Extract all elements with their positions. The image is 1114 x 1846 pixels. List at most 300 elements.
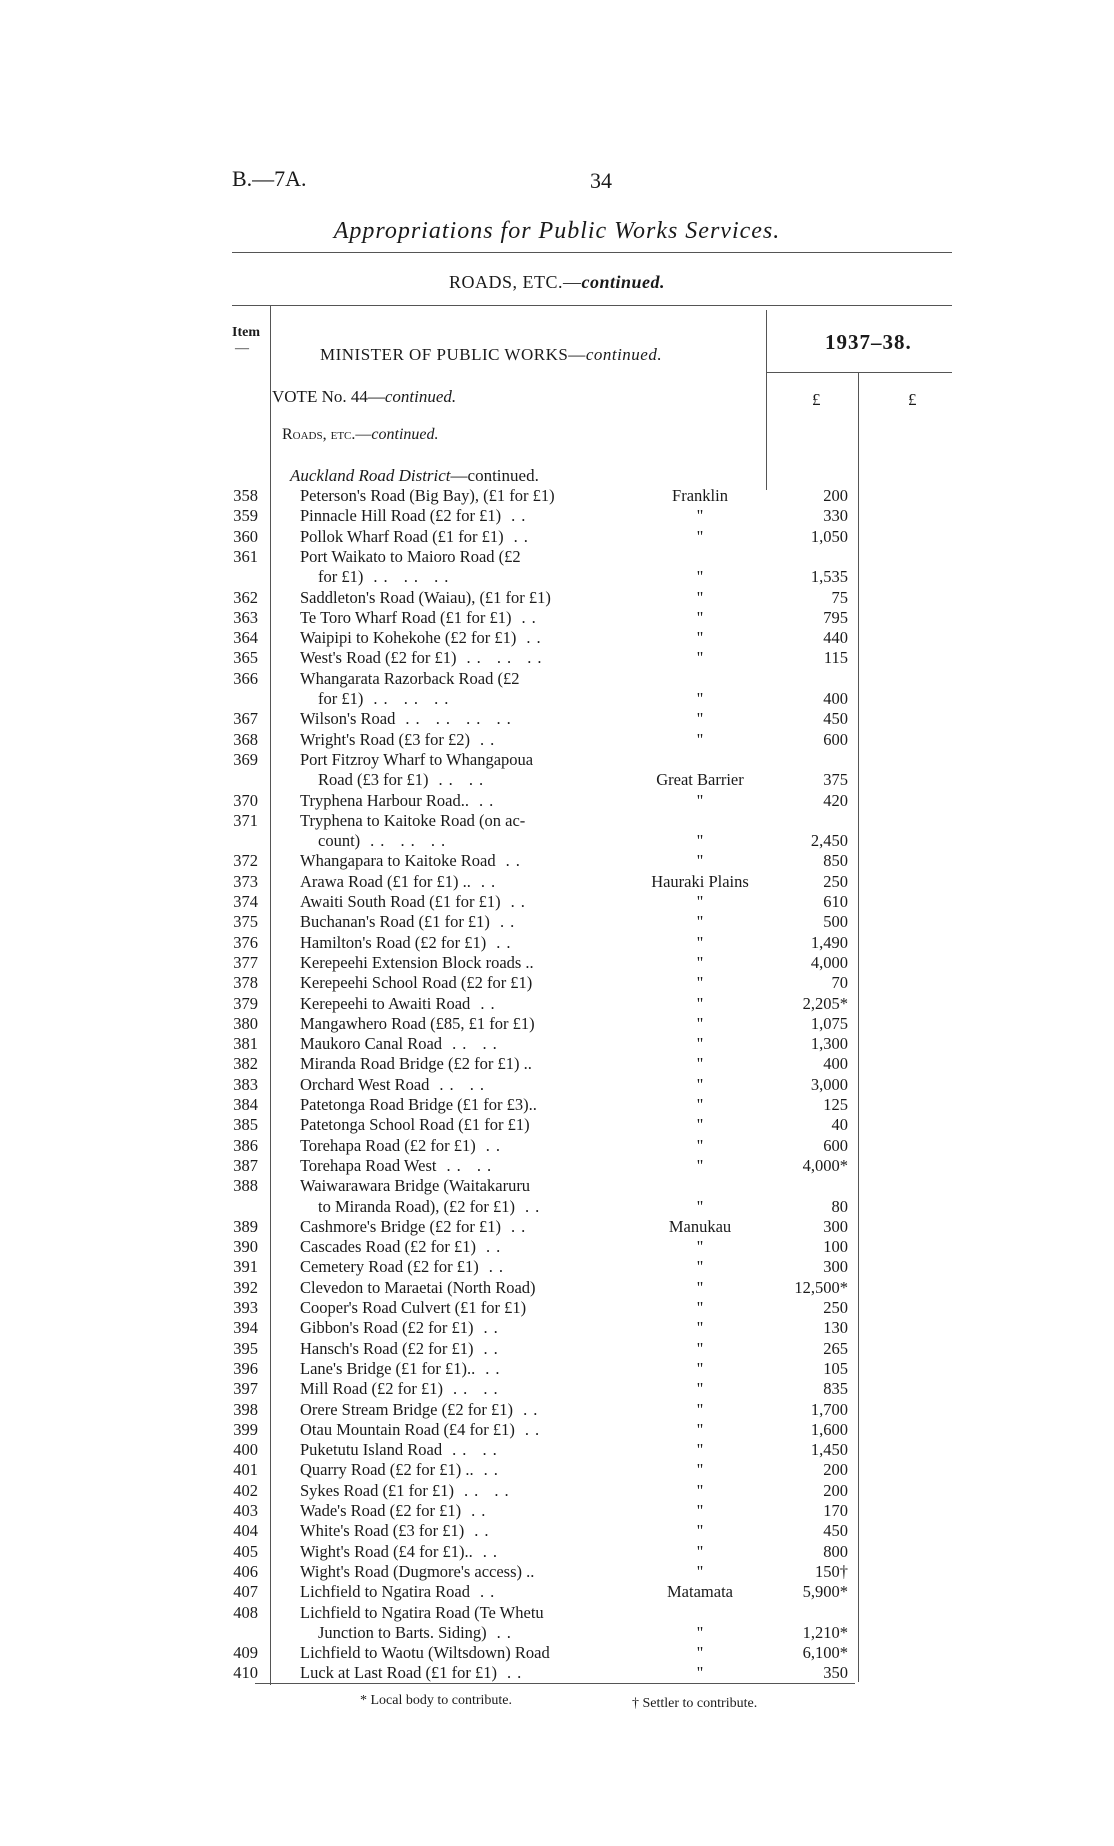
item-location: "	[696, 1135, 704, 1155]
item-amount: 5,900*	[802, 1582, 848, 1602]
table-row	[0, 1603, 1114, 1623]
item-description	[318, 1197, 545, 1217]
item-number: 382	[233, 1054, 258, 1074]
item-description	[300, 1339, 504, 1359]
item-description-text: Tryphena Harbour Road..	[300, 790, 469, 810]
item-description	[318, 831, 451, 851]
vote-heading	[272, 387, 456, 407]
table-row	[0, 1562, 1114, 1582]
item-location: "	[696, 952, 704, 972]
item-description	[300, 608, 542, 628]
item-description	[318, 770, 489, 790]
item-description	[300, 730, 500, 750]
table-bottom-rule	[255, 1683, 855, 1684]
item-location: "	[696, 851, 704, 871]
item-number: 388	[233, 1176, 258, 1196]
item-description-text: Maukoro Canal Road	[300, 1034, 443, 1054]
item-number: 363	[233, 607, 258, 627]
table-row	[0, 770, 1114, 790]
leader-dots: ..	[480, 871, 502, 891]
table-row	[0, 1501, 1114, 1521]
item-description-text: Torehapa Road (£2 for £1)	[300, 1135, 476, 1155]
item-description	[300, 628, 547, 648]
item-amount: 70	[831, 973, 848, 993]
district-heading	[290, 466, 539, 486]
section-title	[0, 272, 1114, 293]
item-description-text: Otau Mountain Road (£4 for £1)	[300, 1419, 515, 1439]
item-description-text: Torehapa Road West	[300, 1155, 437, 1175]
leader-dots: .. .. .. ..	[405, 709, 517, 729]
item-amount: 125	[823, 1095, 848, 1114]
item-number: 378	[233, 973, 258, 993]
item-location: "	[696, 628, 704, 648]
item-amount: 600	[823, 729, 848, 749]
vote-heading-text: VOTE No. 44—	[272, 387, 385, 406]
leader-dots: .. ..	[438, 770, 490, 790]
item-description	[300, 1257, 509, 1277]
item-location: "	[696, 831, 704, 851]
item-amount: 1,490	[810, 932, 848, 952]
leader-dots: ..	[526, 628, 547, 648]
subsection-heading	[282, 426, 439, 444]
item-amount: 420	[823, 790, 848, 810]
item-number: 401	[233, 1460, 258, 1480]
item-amount: 1,600	[810, 1419, 848, 1439]
item-amount: 2,205*	[802, 993, 848, 1013]
table-row	[0, 973, 1114, 993]
item-number: 391	[233, 1257, 258, 1277]
item-number: 390	[233, 1237, 258, 1257]
table-row	[0, 831, 1114, 851]
item-description-text: to Miranda Road), (£2 for £1)	[318, 1196, 516, 1216]
item-amount: 375	[823, 770, 848, 790]
title-rule	[232, 252, 952, 253]
item-description	[300, 1521, 495, 1541]
table-row	[0, 1197, 1114, 1217]
table-row	[0, 1034, 1114, 1054]
leader-dots: ..	[496, 932, 517, 952]
table-row	[0, 1400, 1114, 1420]
item-description-text: Hamilton's Road (£2 for £1)	[300, 932, 487, 952]
item-amount: 1,535	[810, 567, 848, 587]
item-number: 384	[233, 1095, 258, 1114]
item-amount: 170	[823, 1501, 848, 1520]
item-amount: 440	[823, 628, 848, 648]
leader-dots: ..	[485, 1135, 506, 1155]
item-amount: 1,075	[810, 1013, 848, 1033]
leader-dots: ..	[496, 1622, 517, 1642]
table-row	[0, 1257, 1114, 1277]
item-number: 369	[233, 749, 258, 769]
item-location: "	[696, 1399, 704, 1419]
item-description	[300, 588, 561, 608]
item-description-text: Whangarata Razorback Road (£2	[300, 668, 520, 688]
table-row	[0, 851, 1114, 871]
item-location: "	[696, 587, 704, 607]
item-description	[300, 953, 544, 973]
table-row	[0, 1095, 1114, 1115]
item-description-text: Miranda Road Bridge (£2 for £1) ..	[300, 1054, 532, 1074]
item-location: "	[696, 1115, 704, 1135]
item-description-text: Puketutu Island Road	[300, 1440, 443, 1460]
leader-dots: ..	[480, 993, 501, 1013]
item-location: "	[696, 729, 704, 749]
item-description-text: count)	[318, 831, 361, 851]
item-amount: 610	[823, 892, 848, 911]
table-row	[0, 1054, 1114, 1074]
table-row	[0, 1217, 1114, 1237]
leader-dots: ..	[478, 790, 500, 810]
item-description	[300, 1075, 490, 1095]
item-description	[300, 1095, 547, 1115]
item-location: "	[696, 567, 704, 587]
item-description-text: Cooper's Road Culvert (£1 for £1)	[300, 1298, 527, 1317]
item-location: "	[696, 1561, 704, 1581]
item-location: "	[696, 526, 704, 546]
item-amount: 800	[823, 1541, 848, 1561]
item-description-text: Kerepeehi School Road (£2 for £1)	[300, 973, 533, 993]
item-number: 367	[233, 709, 258, 729]
item-description	[300, 1115, 540, 1135]
item-number: 374	[233, 892, 258, 911]
item-description-text: Tryphena to Kaitoke Road (on ac-	[300, 810, 526, 830]
item-description	[300, 1298, 536, 1318]
item-number: 392	[233, 1277, 258, 1297]
item-location: "	[696, 912, 704, 932]
item-amount: 250	[823, 1298, 848, 1317]
leader-dots: ..	[483, 1338, 504, 1358]
item-description	[300, 648, 548, 668]
item-number: 394	[233, 1318, 258, 1338]
item-number: 395	[233, 1338, 258, 1358]
table-row	[0, 628, 1114, 648]
leader-dots: .. .. ..	[466, 648, 548, 668]
item-number: 396	[233, 1358, 258, 1378]
item-description-text: Wight's Road (£4 for £1)..	[300, 1541, 473, 1561]
item-description-text: Waiwarawara Bridge (Waitakaruru	[300, 1176, 531, 1196]
item-amount: 1,300	[810, 1034, 848, 1054]
table-row	[0, 669, 1114, 689]
item-number: 408	[233, 1602, 258, 1622]
leader-dots: ..	[483, 1460, 504, 1480]
year-column-rule	[766, 310, 767, 490]
table-row	[0, 912, 1114, 932]
table-row	[0, 527, 1114, 547]
item-number: 377	[233, 952, 258, 972]
item-description	[300, 1156, 497, 1176]
table-row	[0, 1318, 1114, 1338]
item-location: "	[696, 506, 704, 526]
item-description	[318, 1623, 517, 1643]
leader-dots: ..	[499, 912, 521, 932]
item-description-text: White's Road (£3 for £1)	[300, 1521, 465, 1541]
item-number: 389	[233, 1216, 258, 1236]
table-row	[0, 1115, 1114, 1135]
item-description	[300, 1136, 506, 1156]
item-location: "	[696, 648, 704, 668]
item-amount: 250	[823, 871, 848, 891]
item-description	[300, 1440, 503, 1460]
item-column-header: Item	[232, 325, 260, 340]
item-description-text: Pinnacle Hill Road (£2 for £1)	[300, 506, 502, 526]
item-description	[300, 486, 565, 506]
table-row	[0, 567, 1114, 587]
item-amount: 600	[823, 1135, 848, 1155]
item-amount: 835	[823, 1379, 848, 1399]
item-amount: 105	[823, 1358, 848, 1378]
item-description	[300, 994, 501, 1014]
item-number: 400	[233, 1440, 258, 1460]
item-description	[300, 912, 520, 932]
item-description-text: Arawa Road (£1 for £1) ..	[300, 871, 471, 891]
table-row	[0, 1481, 1114, 1501]
item-location: Great Barrier	[656, 770, 744, 790]
leader-dots: ..	[488, 1257, 509, 1277]
item-amount: 4,000*	[802, 1155, 848, 1175]
item-number: 398	[233, 1399, 258, 1419]
item-amount: 500	[823, 912, 848, 932]
footnote-local-body: * Local body to contribute.	[360, 1693, 513, 1708]
item-description	[300, 506, 531, 526]
leader-dots: ..	[474, 1521, 495, 1541]
leader-dots: .. ..	[452, 1440, 503, 1460]
item-amount: 130	[823, 1318, 848, 1338]
table-row	[0, 1339, 1114, 1359]
item-description-text: Mangawhero Road (£85, £1 for £1)	[300, 1013, 535, 1033]
leader-dots: ..	[521, 607, 542, 627]
item-number: 365	[233, 648, 258, 668]
leader-dots: ..	[511, 506, 532, 526]
leader-dots: .. ..	[463, 1480, 515, 1500]
leader-dots: ..	[480, 729, 501, 749]
item-description-text: Quarry Road (£2 for £1) ..	[300, 1460, 474, 1480]
table-row	[0, 1075, 1114, 1095]
item-location: "	[696, 1480, 704, 1500]
item-description	[300, 1359, 506, 1379]
item-amount: 300	[823, 1216, 848, 1236]
item-location: "	[696, 1237, 704, 1257]
currency-symbol-1: £	[812, 390, 821, 409]
item-number: 387	[233, 1155, 258, 1175]
item-number: 409	[233, 1643, 258, 1663]
item-description-text: Saddleton's Road (Waiau), (£1 for £1)	[300, 587, 551, 607]
item-number: 358	[233, 486, 258, 505]
item-amount: 6,100*	[802, 1643, 848, 1663]
item-description	[300, 1582, 500, 1602]
item-description	[318, 689, 454, 709]
item-location: "	[696, 1318, 704, 1338]
item-description	[300, 811, 535, 831]
leader-dots: ..	[480, 1582, 501, 1602]
item-amount: 100	[823, 1237, 848, 1257]
item-description-text: Te Toro Wharf Road (£1 for £1)	[300, 607, 512, 627]
item-description	[300, 1400, 543, 1420]
item-location: "	[696, 1419, 704, 1439]
item-location: Franklin	[672, 486, 728, 505]
item-number: 375	[233, 912, 258, 932]
item-description-text: Cascades Road (£2 for £1)	[300, 1237, 476, 1257]
leader-dots: .. ..	[446, 1155, 498, 1175]
currency-symbol-2: £	[908, 390, 917, 409]
table-row	[0, 1582, 1114, 1602]
item-description-text: Buchanan's Road (£1 for £1)	[300, 912, 490, 932]
page-title: Appropriations for Public Works Services.	[333, 218, 781, 244]
leader-dots: ..	[483, 1318, 504, 1338]
item-location: "	[696, 1643, 704, 1663]
table-row	[0, 1136, 1114, 1156]
item-description	[300, 1034, 503, 1054]
item-description	[300, 1054, 542, 1074]
item-description-text: Peterson's Road (Big Bay), (£1 for £1)	[300, 486, 555, 505]
item-amount: 4,000	[810, 952, 848, 972]
item-location: "	[696, 1277, 704, 1297]
item-description-text: Kerepeehi Extension Block roads ..	[300, 952, 534, 972]
table-row	[0, 648, 1114, 668]
district-heading-text: Auckland Road District	[290, 466, 451, 485]
table-row	[0, 547, 1114, 567]
item-number: 370	[233, 790, 258, 810]
table-row	[0, 1359, 1114, 1379]
item-description	[300, 1643, 560, 1663]
item-description-text: Pollok Wharf Road (£1 for £1)	[300, 526, 504, 546]
item-location: "	[696, 973, 704, 993]
leader-dots: .. .. ..	[370, 831, 452, 851]
table-row	[0, 750, 1114, 770]
item-number: 405	[233, 1541, 258, 1561]
leader-dots: ..	[471, 1501, 492, 1520]
item-number: 406	[233, 1561, 258, 1581]
item-description-text: for £1)	[318, 567, 364, 587]
table-row	[0, 486, 1114, 506]
item-description-text: Mill Road (£2 for £1)	[300, 1379, 443, 1399]
leader-dots: .. ..	[452, 1034, 503, 1054]
item-location: "	[696, 689, 704, 708]
item-location: "	[696, 1521, 704, 1541]
table-row	[0, 608, 1114, 628]
item-description-text: Lichfield to Ngatira Road (Te Whetu	[300, 1602, 544, 1622]
item-number: 383	[233, 1074, 258, 1094]
item-location: "	[696, 790, 704, 810]
item-column-dash: —	[235, 341, 249, 356]
table-row	[0, 588, 1114, 608]
item-amount: 80	[831, 1196, 848, 1216]
leader-dots: ..	[524, 1419, 546, 1439]
item-description	[300, 1014, 545, 1034]
item-location: "	[696, 709, 704, 729]
subsection-heading-text: Roads, etc.—	[282, 426, 372, 443]
item-amount: 2,450	[810, 831, 848, 851]
item-number: 385	[233, 1115, 258, 1135]
section-title-suffix: continued.	[581, 272, 666, 292]
item-number: 386	[233, 1135, 258, 1155]
item-description	[300, 933, 517, 953]
item-number: 402	[233, 1480, 258, 1500]
item-description-text: Gibbon's Road (£2 for £1)	[300, 1318, 474, 1338]
leader-dots: ..	[485, 1358, 506, 1378]
table-row	[0, 1521, 1114, 1541]
item-location: "	[696, 932, 704, 952]
item-description-text: Port Waikato to Maioro Road (£2	[300, 546, 521, 566]
item-description	[300, 1663, 527, 1683]
leader-dots: .. ..	[439, 1074, 491, 1094]
item-location: Hauraki Plains	[651, 871, 749, 891]
item-description	[318, 567, 454, 587]
leader-dots: ..	[523, 1399, 544, 1419]
item-location: "	[696, 1257, 704, 1277]
table-row	[0, 791, 1114, 811]
item-amount: 115	[823, 648, 848, 668]
leader-dots: ..	[482, 1541, 504, 1561]
item-amount: 1,450	[810, 1440, 848, 1460]
page-number: 34	[590, 168, 612, 193]
item-location: "	[696, 1440, 704, 1460]
table-row	[0, 506, 1114, 526]
item-amount: 40	[831, 1115, 848, 1135]
item-number: 381	[233, 1034, 258, 1054]
leader-dots: ..	[510, 892, 531, 911]
leader-dots: ..	[485, 1237, 507, 1257]
item-amount: 350	[823, 1663, 848, 1683]
item-description-text: Lane's Bridge (£1 for £1)..	[300, 1358, 476, 1378]
year-heading: 1937–38.	[825, 330, 912, 354]
table-row	[0, 1176, 1114, 1196]
leader-dots: ..	[510, 1216, 532, 1236]
item-description-text: Cemetery Road (£2 for £1)	[300, 1257, 479, 1277]
table-row	[0, 730, 1114, 750]
item-description	[300, 1420, 545, 1440]
item-description-text: for £1)	[318, 689, 364, 708]
item-location: "	[696, 1379, 704, 1399]
item-number: 399	[233, 1419, 258, 1439]
item-number: 397	[233, 1379, 258, 1399]
item-location: "	[696, 1034, 704, 1054]
leader-dots: ..	[507, 1663, 528, 1683]
item-number: 376	[233, 932, 258, 952]
item-amount: 12,500*	[794, 1277, 848, 1297]
item-location: "	[696, 1541, 704, 1561]
document-reference: B.—7A.	[232, 166, 307, 191]
item-description-text: Lichfield to Ngatira Road	[300, 1582, 470, 1602]
year-underline-rule	[766, 372, 952, 373]
item-description-text: Orere Stream Bridge (£2 for £1)	[300, 1399, 514, 1419]
item-number: 371	[233, 810, 258, 830]
item-location: "	[696, 1663, 704, 1683]
table-row	[0, 709, 1114, 729]
item-amount: 330	[823, 506, 848, 526]
footnote-settler: † Settler to contribute.	[632, 1696, 758, 1711]
item-number: 404	[233, 1521, 258, 1541]
table-row	[0, 933, 1114, 953]
item-location: "	[696, 1013, 704, 1033]
table-row	[0, 1542, 1114, 1562]
item-amount: 795	[823, 607, 848, 627]
item-description-text: Hansch's Road (£2 for £1)	[300, 1338, 474, 1358]
item-number: 362	[233, 587, 258, 607]
item-location: "	[696, 1338, 704, 1358]
item-description	[300, 1542, 503, 1562]
item-amount: 400	[823, 1054, 848, 1074]
item-number: 380	[233, 1013, 258, 1033]
leader-dots: .. ..	[452, 1379, 504, 1399]
leader-dots: ..	[525, 1196, 546, 1216]
item-amount: 450	[823, 1521, 848, 1541]
item-description	[300, 973, 542, 993]
table-row	[0, 1643, 1114, 1663]
section-title-text: ROADS, ETC.—	[448, 272, 582, 292]
table-row	[0, 1298, 1114, 1318]
table-row	[0, 1237, 1114, 1257]
item-number: 364	[233, 628, 258, 648]
